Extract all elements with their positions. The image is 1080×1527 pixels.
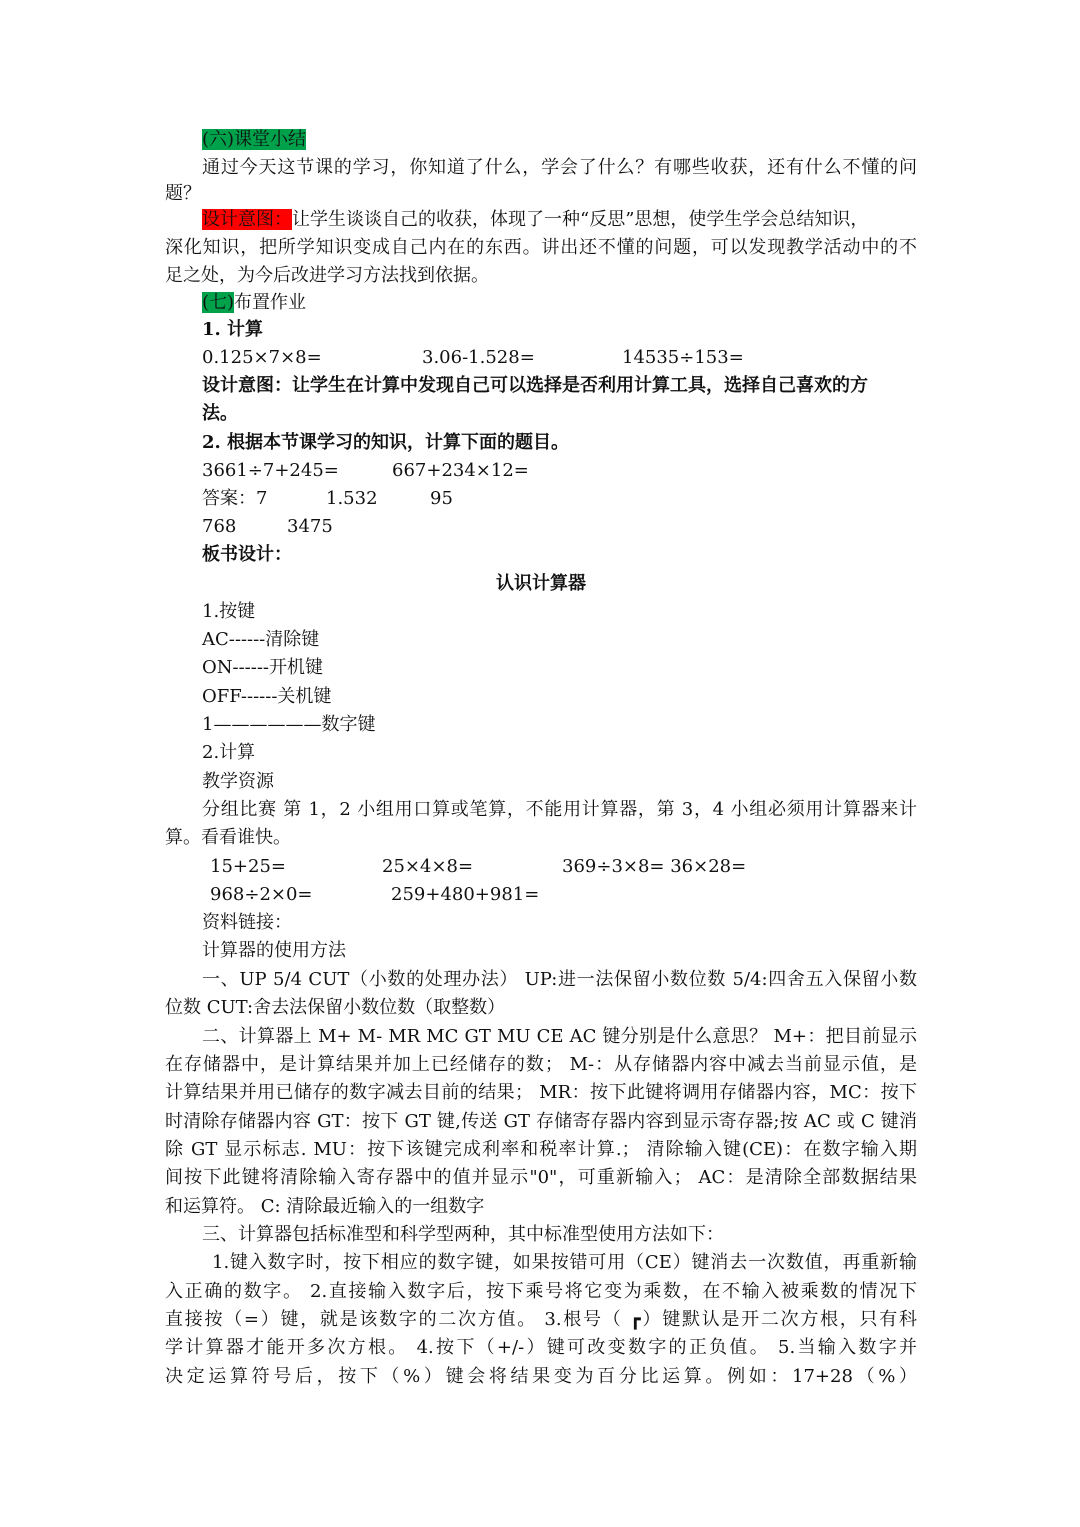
summary-text-line-1: 通过今天这节课的学习，你知道了什么，学会了什么？有哪些收获，还有什么不懂的问 (202, 157, 917, 178)
calc-expression: 968÷2×0= (210, 884, 313, 905)
calc-expression: 25×4×8= (382, 856, 474, 877)
usage-p4-line-4: 学计算器才能开多次方根。 4.按下（+/-）键可改变数字的正负值。 5.当输入数字并 (165, 1337, 917, 1358)
usage-p2-line-7: 和运算符。 C: 清除最近输入的一组数字 (165, 1196, 485, 1217)
calc-expression: 259+480+981= (391, 884, 540, 905)
usage-p4-line-3: 直接按（=）键，就是该数字的二次方值。 3.根号（ ┏）键默认是开二次方根，只有科 (165, 1309, 917, 1330)
usage-p1-line-1: 一、UP 5/4 CUT（小数的处理办法） UP:进一法保留小数位数 5/4:四舍五入保留小数 (202, 969, 917, 990)
homework-heading-rest: 布置作业 (234, 292, 307, 313)
usage-p1-line-2: 位数 CUT:舍去法保留小数位数（取整数） (165, 997, 506, 1018)
usage-p4-line-1: 1.键入数字时，按下相应的数字键，如果按错可用（CE）键消去一次数值，再重新输 (212, 1252, 917, 1273)
summary-intent-text: 让学生谈谈自己的收获，体现了一种“反思”思想，使学生学会总结知识， (292, 209, 869, 230)
usage-p2-line-3: 计算结果并用已储存的数字减去目前的结果； MR：按下此键将调用存储器内容，MC：按下 (165, 1082, 917, 1103)
board-calc-heading: 2.计算 (202, 742, 256, 763)
board-title: 认识计算器 (496, 573, 586, 594)
homework-answers-row-2 (202, 513, 917, 541)
summary-heading-line (202, 126, 917, 154)
answer-value: 95 (430, 488, 453, 509)
board-key-item: OFF------关机键 (202, 686, 332, 707)
calc-expression: 3.06-1.528= (422, 347, 535, 368)
homework-heading-line (202, 289, 917, 317)
resources-contest-line-1: 分组比赛 第 1，2 小组用口算或笔算，不能用计算器，第 3，4 小组必须用计算器来计 (202, 799, 917, 820)
usage-p4-line-5: 决定运算符号后，按下（%）键会将结果变为百分比运算。例如：17+28（%） (165, 1366, 917, 1387)
homework-intent-line-1: 设计意图：让学生在计算中发现自己可以选择是否利用计算工具，选择自己喜欢的方 (202, 375, 868, 396)
usage-p4-line-2: 入正确的数字。 2.直接输入数字后，按下乘号将它变为乘数，在不输入被乘数的情况下 (165, 1281, 917, 1302)
calc-expression: 369÷3×8= 36×28= (562, 856, 747, 877)
answer-value: 3475 (287, 516, 333, 537)
resources-label: 教学资源 (202, 771, 274, 792)
board-keys-heading: 1.按键 (202, 601, 256, 622)
homework-calc-row-1 (202, 344, 917, 372)
calc-expression: 14535÷153= (622, 347, 744, 368)
homework-answers-row-1 (202, 485, 917, 513)
usage-p2-line-4: 时清除存储器内容 GT：按下 GT 键,传送 GT 存储寄存器内容到显示寄存器;按 AC 或 C 键消 (165, 1111, 917, 1132)
board-key-item: 1——————数字键 (202, 714, 376, 735)
calc-expression: 15+25= (210, 856, 286, 877)
resources-calc-row-2 (202, 881, 917, 909)
usage-p2-line-6: 间按下此键将清除输入寄存器中的值并显示"0"，可重新输入； AC：是清除全部数据结果 (165, 1167, 917, 1188)
usage-p3-line-1: 三、计算器包括标准型和科学型两种，其中标准型使用方法如下： (202, 1224, 724, 1245)
summary-text-line-2: 题？ (165, 183, 201, 204)
homework-calc-row-2 (202, 457, 917, 485)
homework-intent-line-2: 法。 (202, 403, 238, 424)
resources-contest-line-2: 算。看看谁快。 (165, 827, 291, 848)
board-label: 板书设计： (202, 544, 292, 565)
homework-item-2: 2. 根据本节课学习的知识，计算下面的题目。 (202, 432, 570, 453)
calc-expression: 0.125×7×8= (202, 347, 322, 368)
summary-intent-line-1 (202, 206, 917, 234)
usage-p2-line-5: 除 GT 显示标志. MU：按下该键完成利率和税率计算.； 清除输入键(CE)：在数字输入期 (165, 1139, 917, 1160)
usage-p2-line-2: 在存储器中，是计算结果并加上已经储存的数； M-：从存储器内容中减去当前显示值，是 (165, 1054, 917, 1075)
calc-expression: 667+234×12= (392, 460, 529, 481)
resources-link-label: 资料链接： (202, 912, 292, 933)
resources-calc-row-1 (202, 853, 917, 881)
summary-heading: (六)课堂小结 (202, 129, 307, 150)
resources-usage-title: 计算器的使用方法 (202, 940, 346, 961)
summary-intent-line-3: 足之处，为今后改进学习方法找到依据。 (165, 265, 489, 286)
homework-heading: (七) (202, 292, 235, 313)
calc-expression: 3661÷7+245= (202, 460, 339, 481)
summary-intent-line-2: 深化知识，把所学知识变成自己内在的东西。讲出还不懂的问题，可以发现教学活动中的不 (165, 237, 917, 258)
usage-p2-line-1: 二、计算器上 M+ M- MR MC GT MU CE AC 键分别是什么意思？ M+：把目前显示 (202, 1026, 917, 1047)
answer-value: 1.532 (326, 488, 378, 509)
homework-item-1: 1. 计算 (202, 319, 264, 340)
answer-value: 答案：7 (202, 488, 268, 509)
board-key-item: AC------清除键 (202, 629, 320, 650)
answer-value: 768 (202, 516, 237, 537)
board-key-item: ON------开机键 (202, 657, 323, 678)
summary-intent-label: 设计意图： (202, 209, 292, 230)
